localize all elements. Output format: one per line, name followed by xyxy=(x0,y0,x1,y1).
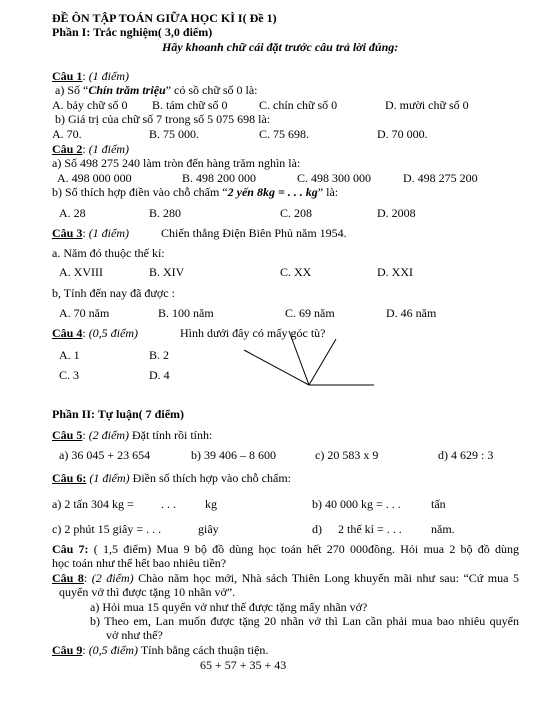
q8-text: Chào năm học mới, Nhà sách Thiên Long khuyến mãi như sau: “Cứ mua 5 xyxy=(138,571,520,585)
q4-points: (0,5 điểm) xyxy=(88,326,139,340)
q3b-option: A. 70 năm xyxy=(59,306,110,320)
q6d-unit: năm. xyxy=(431,522,455,536)
q1b-option: B. 75 000. xyxy=(149,127,200,141)
q3-heading xyxy=(52,226,129,240)
q1b-text: b) Giá trị của chữ số 7 trong số 5 075 698 là: xyxy=(55,112,271,126)
q1b-option: A. 70. xyxy=(52,127,82,141)
q5-label: Câu 5 xyxy=(52,428,83,442)
q3a-text: a. Năm đó thuộc thế kỉ: xyxy=(52,246,165,260)
q6d-left: 2 thế kỉ = . . . xyxy=(338,522,402,536)
q9-label: Câu 9 xyxy=(52,643,83,657)
q3b-option: C. 69 năm xyxy=(285,306,335,320)
q3-points: (1 điểm) xyxy=(88,226,130,240)
q9-text: Tính bằng cách thuận tiện. xyxy=(140,643,269,657)
q2a-option: D. 498 275 200 xyxy=(403,171,478,185)
q8a: a) Hỏi mua 15 quyển vở như thế được tặng mấy nhãn vở? xyxy=(90,600,368,614)
q6-text: Điền số thích hợp vào chỗ chấm: xyxy=(132,471,291,485)
q8-line2: quyển vở thì được tặng 10 nhãn vở”. xyxy=(59,585,236,599)
q3-label: Câu 3 xyxy=(52,226,83,240)
q2-label: Câu 2 xyxy=(52,142,83,156)
q1a-option: C. chín chữ số 0 xyxy=(259,98,338,112)
q1b-option: D. 70 000. xyxy=(377,127,428,141)
q5-heading xyxy=(52,428,212,442)
q2-sep: : xyxy=(82,142,89,156)
q5-sep: : xyxy=(82,428,89,442)
q6a-unit: kg xyxy=(205,497,217,511)
q4-label: Câu 4 xyxy=(52,326,83,340)
q4-option: A. 1 xyxy=(59,348,80,362)
q1a-option: B. tám chữ số 0 xyxy=(152,98,228,112)
q8b-line1: b) Theo em, Lan muốn được tặng 20 nhãn vở thì Lan cần phải mua bao nhiêu quyển xyxy=(90,614,519,628)
q3-sep: : xyxy=(82,226,89,240)
q1-label: Câu 1 xyxy=(52,69,83,83)
q5-item: a) 36 045 + 23 654 xyxy=(59,448,151,462)
q8-points: (2 điểm) xyxy=(91,571,134,585)
q8-label: Câu 8 xyxy=(52,571,84,585)
q2b-option: C. 208 xyxy=(280,206,313,220)
q6-label: Câu 6: xyxy=(52,471,87,485)
q1a-post: ” có sồ chữ số 0 là: xyxy=(165,83,258,97)
q3a-option: B. XIV xyxy=(149,265,185,279)
q2b-post: ” là: xyxy=(317,185,339,199)
part2-heading: Phần II: Tự luận( 7 điểm) xyxy=(52,407,185,421)
q1a-text xyxy=(55,83,258,97)
q2b-text xyxy=(52,185,338,199)
q3a-option: C. XX xyxy=(280,265,312,279)
q4-sep: : xyxy=(82,326,89,340)
q5-item: c) 20 583 x 9 xyxy=(315,448,379,462)
q9-sep: : xyxy=(82,643,89,657)
q2a-option: B. 498 200 000 xyxy=(182,171,257,185)
q2b-bold: 2 yến 8kg = . . . kg xyxy=(227,185,318,199)
q6a-dots: . . . xyxy=(161,497,176,511)
instruction: Hãy khoanh chữ cái đặt trước câu trả lời đúng: xyxy=(162,40,399,54)
q4-option: D. 4 xyxy=(149,368,170,382)
angle-ray xyxy=(244,350,309,385)
q6c-left: c) 2 phút 15 giây = . . . xyxy=(52,522,162,536)
q3-text: Chiến thắng Điện Biên Phủ năm 1954. xyxy=(161,226,347,240)
q6c-unit: giây xyxy=(198,522,219,536)
q6-points: (1 điểm) xyxy=(89,471,130,485)
q5-item: b) 39 406 – 8 600 xyxy=(191,448,276,462)
q6-heading xyxy=(52,471,291,485)
q2b-option: D. 2008 xyxy=(377,206,416,220)
q6a-left: a) 2 tấn 304 kg = xyxy=(52,497,134,511)
q1a-pre: a) Số “ xyxy=(55,83,89,97)
q2b-pre: b) Số thích hợp điền vào chỗ chấm “ xyxy=(52,185,228,199)
q9-heading xyxy=(52,643,268,657)
q3a-option: A. XVIII xyxy=(59,265,103,279)
q1a-bold: Chín trăm triệu xyxy=(88,83,166,97)
q3a-option: D. XXI xyxy=(377,265,413,279)
q7-text: ( 1,5 điểm) Mua 9 bộ đồ dùng học toán hết 270 000đồng. Hỏi mua 2 bộ đồ dùng xyxy=(93,542,519,556)
angle-figure xyxy=(240,330,380,390)
q1a-option: A. bảy chữ số 0 xyxy=(52,98,128,112)
q2-heading xyxy=(52,142,129,156)
q3b-option: D. 46 năm xyxy=(386,306,437,320)
q3b-text: b, Tính đến nay đã được : xyxy=(52,286,175,300)
q2b-option: A. 28 xyxy=(59,206,86,220)
q7-label: Câu 7: xyxy=(52,542,89,556)
part1-heading: Phần I: Trắc nghiệm( 3,0 điểm) xyxy=(52,25,213,39)
q2a-text: a) Số 498 275 240 làm tròn đến hàng trăm nghìn là: xyxy=(52,156,301,170)
q6b-unit: tấn xyxy=(431,497,446,511)
q9-points: (0,5 điểm) xyxy=(88,643,139,657)
q5-text: Đặt tính rồi tính: xyxy=(132,428,213,442)
q7-line2: học toán như thế hết bao nhiêu tiền? xyxy=(52,556,227,570)
q2a-option: C. 498 300 000 xyxy=(297,171,372,185)
q1b-option: C. 75 698. xyxy=(259,127,310,141)
angle-ray xyxy=(289,331,309,385)
q6b-left: b) 40 000 kg = . . . xyxy=(312,497,401,511)
q2b-option: B. 280 xyxy=(149,206,182,220)
q2-points: (1 điểm) xyxy=(88,142,130,156)
q1-sep: : xyxy=(82,69,89,83)
q9-expression: 65 + 57 + 35 + 43 xyxy=(200,658,287,672)
q7-line1 xyxy=(52,542,519,556)
q6d-label: d) xyxy=(312,522,322,536)
q1a-option: D. mười chữ số 0 xyxy=(385,98,469,112)
q4-option: C. 3 xyxy=(59,368,80,382)
q4-option: B. 2 xyxy=(149,348,170,362)
q1-heading xyxy=(52,69,129,83)
q8-line1 xyxy=(52,571,519,585)
angle-ray xyxy=(309,339,336,385)
q3b-option: B. 100 năm xyxy=(158,306,214,320)
q4-text: Hình dưới đây có mấy góc tù? xyxy=(180,326,326,340)
q2a-option: A. 498 000 000 xyxy=(57,171,132,185)
q5-points: (2 điểm) xyxy=(88,428,130,442)
q5-item: d) 4 629 : 3 xyxy=(438,448,494,462)
q4-heading xyxy=(52,326,138,340)
q8-sep: : xyxy=(83,571,92,585)
q1-points: (1 điểm) xyxy=(88,69,130,83)
q8b-line2: vở như thế? xyxy=(106,628,163,642)
document-title: ĐỀ ÔN TẬP TOÁN GIỮA HỌC KÌ I( Đề 1) xyxy=(52,11,277,25)
